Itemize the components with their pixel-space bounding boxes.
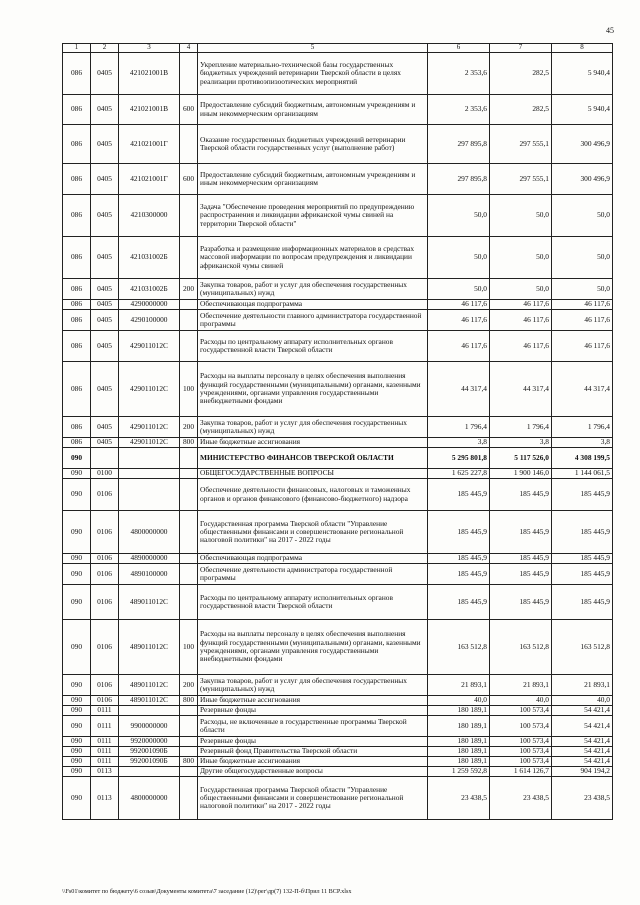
amount-2022-cell: 23 438,5 [552, 777, 613, 820]
description-cell: Резервные фонды [198, 706, 428, 716]
amount-2021-cell: 50,0 [490, 237, 552, 279]
admin-code-cell: 086 [63, 310, 91, 331]
description-cell: Расходы на выплаты персоналу в целях обеспечения выполнения функций государственными (муниципальными) органами, казенными учреждениями, органами управления государственными внебюджетными фондами [198, 362, 428, 417]
section-code-cell: 0111 [91, 747, 119, 757]
section-code-cell: 0405 [91, 331, 119, 362]
admin-code-cell: 090 [63, 511, 91, 554]
amount-2020-cell: 50,0 [428, 237, 490, 279]
description-cell: Расходы по центральному аппарату исполнительных органов государственной власти Тверской области [198, 331, 428, 362]
article-code-cell: 992001090Б [119, 747, 180, 757]
section-code-cell: 0106 [91, 620, 119, 675]
description-cell: Расходы по центральному аппарату исполнительных органов государственной власти Тверской области [198, 585, 428, 620]
table-row [63, 696, 613, 706]
table-row [63, 479, 613, 511]
article-code-cell: 429011012С [119, 331, 180, 362]
admin-code-cell: 086 [63, 125, 91, 164]
amount-2020-cell: 3,8 [428, 438, 490, 448]
admin-code-cell: 090 [63, 564, 91, 585]
section-code-cell: 0405 [91, 362, 119, 417]
section-code-cell [91, 448, 119, 469]
amount-2020-cell: 297 895,8 [428, 164, 490, 195]
section-code-cell: 0405 [91, 310, 119, 331]
table-row [63, 448, 613, 469]
amount-2021-cell: 100 573,4 [490, 716, 552, 737]
article-code-cell [119, 767, 180, 777]
section-code-cell: 0111 [91, 716, 119, 737]
section-code-cell: 0113 [91, 777, 119, 820]
expense-type-cell [180, 747, 198, 757]
table-row [63, 747, 613, 757]
amount-2021-cell: 23 438,5 [490, 777, 552, 820]
admin-code-cell: 090 [63, 675, 91, 696]
section-code-cell: 0106 [91, 554, 119, 564]
section-code-cell: 0106 [91, 564, 119, 585]
expense-type-cell [180, 554, 198, 564]
article-code-cell: 429011012С [119, 438, 180, 448]
admin-code-cell: 090 [63, 469, 91, 479]
amount-2022-cell: 46 117,6 [552, 300, 613, 310]
table-row [63, 767, 613, 777]
article-code-cell: 489011012С [119, 696, 180, 706]
amount-2021-cell: 282,5 [490, 53, 552, 95]
article-code-cell: 4800000000 [119, 511, 180, 554]
page-number: 45 [606, 26, 614, 35]
description-cell: Иные бюджетные ассигнования [198, 696, 428, 706]
expense-type-cell [180, 777, 198, 820]
amount-2020-cell: 1 796,4 [428, 417, 490, 438]
budget-table [62, 43, 613, 820]
amount-2021-cell: 100 573,4 [490, 757, 552, 767]
amount-2022-cell: 54 421,4 [552, 716, 613, 737]
amount-2020-cell: 297 895,8 [428, 125, 490, 164]
amount-2021-cell: 46 117,6 [490, 310, 552, 331]
table-row [63, 737, 613, 747]
amount-2022-cell: 4 308 199,5 [552, 448, 613, 469]
article-code-cell: 421021001Г [119, 125, 180, 164]
amount-2020-cell: 46 117,6 [428, 310, 490, 331]
article-code-cell [119, 479, 180, 511]
section-code-cell: 0405 [91, 164, 119, 195]
expense-type-cell: 800 [180, 757, 198, 767]
table-row [63, 564, 613, 585]
description-cell: Иные бюджетные ассигнования [198, 757, 428, 767]
amount-2022-cell: 46 117,6 [552, 331, 613, 362]
description-cell: Резервные фонды [198, 737, 428, 747]
admin-code-cell: 086 [63, 362, 91, 417]
admin-code-cell: 086 [63, 417, 91, 438]
article-code-cell [119, 448, 180, 469]
admin-code-cell: 090 [63, 706, 91, 716]
article-code-cell: 489011012С [119, 675, 180, 696]
column-number-5: 5 [198, 44, 428, 53]
amount-2021-cell: 163 512,8 [490, 620, 552, 675]
amount-2021-cell: 46 117,6 [490, 331, 552, 362]
amount-2022-cell: 21 893,1 [552, 675, 613, 696]
table-row [63, 716, 613, 737]
article-code-cell: 429011012С [119, 362, 180, 417]
column-number-3: 3 [119, 44, 180, 53]
file-path-footer: \\Fs01\комитет по бюджету\6 созыв\Документы комитета\7 заседание (12)\рег\др(7) 132-П-б\Прил 11 ВСР.xlsx [62, 888, 352, 895]
amount-2020-cell: 163 512,8 [428, 620, 490, 675]
section-code-cell: 0111 [91, 757, 119, 767]
amount-2022-cell: 1 144 061,5 [552, 469, 613, 479]
article-code-cell: 429011012С [119, 417, 180, 438]
article-code-cell [119, 706, 180, 716]
description-cell: Резервный фонд Правительства Тверской области [198, 747, 428, 757]
amount-2022-cell: 185 445,9 [552, 554, 613, 564]
expense-type-cell [180, 310, 198, 331]
section-code-cell: 0405 [91, 125, 119, 164]
admin-code-cell: 090 [63, 777, 91, 820]
amount-2022-cell: 54 421,4 [552, 747, 613, 757]
description-cell: Закупка товаров, работ и услуг для обеспечения государственных (муниципальных) нужд [198, 675, 428, 696]
section-code-cell: 0405 [91, 53, 119, 95]
column-number-1: 1 [63, 44, 91, 53]
amount-2021-cell: 185 445,9 [490, 585, 552, 620]
description-cell: Закупка товаров, работ и услуг для обеспечения государственных (муниципальных) нужд [198, 279, 428, 300]
amount-2020-cell: 1 259 592,8 [428, 767, 490, 777]
column-number-2: 2 [91, 44, 119, 53]
article-code-cell: 9900000000 [119, 716, 180, 737]
table-row [63, 777, 613, 820]
expense-type-cell [180, 716, 198, 737]
amount-2021-cell: 50,0 [490, 195, 552, 237]
section-code-cell: 0405 [91, 279, 119, 300]
expense-type-cell: 100 [180, 362, 198, 417]
section-code-cell: 0106 [91, 479, 119, 511]
amount-2021-cell: 100 573,4 [490, 747, 552, 757]
amount-2020-cell: 185 445,9 [428, 511, 490, 554]
amount-2022-cell: 300 496,9 [552, 164, 613, 195]
description-cell: Государственная программа Тверской области "Управление общественными финансами и совершенствование региональной налоговой политики" на 2017 - 2022 годы [198, 777, 428, 820]
amount-2020-cell: 185 445,9 [428, 554, 490, 564]
description-cell: Задача "Обеспечение проведения мероприятий по предупреждению распространения и ликвидации африканской чумы свиней на территории Тверской области" [198, 195, 428, 237]
admin-code-cell: 090 [63, 767, 91, 777]
amount-2020-cell: 44 317,4 [428, 362, 490, 417]
article-code-cell: 4210300000 [119, 195, 180, 237]
amount-2022-cell: 5 940,4 [552, 95, 613, 125]
column-number-6: 6 [428, 44, 490, 53]
article-code-cell: 4890000000 [119, 554, 180, 564]
expense-type-cell [180, 125, 198, 164]
expense-type-cell: 800 [180, 696, 198, 706]
admin-code-cell: 090 [63, 737, 91, 747]
amount-2021-cell: 297 555,1 [490, 164, 552, 195]
description-cell: ОБЩЕГОСУДАРСТВЕННЫЕ ВОПРОСЫ [198, 469, 428, 479]
amount-2022-cell: 50,0 [552, 195, 613, 237]
amount-2020-cell: 180 189,1 [428, 716, 490, 737]
expense-type-cell [180, 564, 198, 585]
amount-2021-cell: 185 445,9 [490, 479, 552, 511]
amount-2021-cell: 1 796,4 [490, 417, 552, 438]
amount-2021-cell: 5 117 526,0 [490, 448, 552, 469]
description-cell: Оказание государственных бюджетных учреждений ветеринарии Тверской области государственных услуг (выполнение работ) [198, 125, 428, 164]
section-code-cell: 0106 [91, 585, 119, 620]
description-cell: Предоставление субсидий бюджетным, автономным учреждениям и иным некоммерческим организациям [198, 95, 428, 125]
description-cell: Укрепление материально-технической базы государственных бюджетных учреждений ветеринарии Тверской области в целях реализации противоэпизоотических мероприятий [198, 53, 428, 95]
expense-type-cell: 600 [180, 95, 198, 125]
article-code-cell: 4800000000 [119, 777, 180, 820]
amount-2020-cell: 50,0 [428, 279, 490, 300]
article-code-cell [119, 469, 180, 479]
description-cell: Разработка и размещение информационных материалов в средствах массовой информации по вопросам предупреждения и ликвидации африканской чумы свиней [198, 237, 428, 279]
description-cell: Обеспечивающая подпрограмма [198, 300, 428, 310]
description-cell: Другие общегосударственные вопросы [198, 767, 428, 777]
amount-2022-cell: 3,8 [552, 438, 613, 448]
admin-code-cell: 090 [63, 716, 91, 737]
section-code-cell: 0106 [91, 511, 119, 554]
expense-type-cell: 200 [180, 279, 198, 300]
expense-type-cell: 100 [180, 620, 198, 675]
table-row [63, 675, 613, 696]
amount-2020-cell: 21 893,1 [428, 675, 490, 696]
amount-2021-cell: 3,8 [490, 438, 552, 448]
admin-code-cell: 086 [63, 164, 91, 195]
expense-type-cell [180, 448, 198, 469]
section-code-cell: 0106 [91, 675, 119, 696]
amount-2021-cell: 185 445,9 [490, 554, 552, 564]
amount-2022-cell: 5 940,4 [552, 53, 613, 95]
description-cell: Иные бюджетные ассигнования [198, 438, 428, 448]
amount-2020-cell: 180 189,1 [428, 706, 490, 716]
column-number-8: 8 [552, 44, 613, 53]
admin-code-cell: 090 [63, 479, 91, 511]
article-code-cell: 421021001В [119, 53, 180, 95]
amount-2020-cell: 46 117,6 [428, 331, 490, 362]
table-row [63, 417, 613, 438]
expense-type-cell: 600 [180, 164, 198, 195]
section-code-cell: 0113 [91, 767, 119, 777]
article-code-cell: 421021001В [119, 95, 180, 125]
description-cell: Предоставление субсидий бюджетным, автономным учреждениям и иным некоммерческим организациям [198, 164, 428, 195]
amount-2020-cell: 2 353,6 [428, 95, 490, 125]
amount-2021-cell: 40,0 [490, 696, 552, 706]
amount-2020-cell: 23 438,5 [428, 777, 490, 820]
amount-2021-cell: 1 614 126,7 [490, 767, 552, 777]
amount-2022-cell: 54 421,4 [552, 706, 613, 716]
column-number-row [63, 44, 613, 53]
amount-2021-cell: 185 445,9 [490, 511, 552, 554]
amount-2022-cell: 40,0 [552, 696, 613, 706]
amount-2021-cell: 282,5 [490, 95, 552, 125]
amount-2021-cell: 46 117,6 [490, 300, 552, 310]
section-code-cell: 0405 [91, 300, 119, 310]
admin-code-cell: 090 [63, 554, 91, 564]
amount-2022-cell: 185 445,9 [552, 511, 613, 554]
amount-2021-cell: 185 445,9 [490, 564, 552, 585]
expense-type-cell [180, 469, 198, 479]
description-cell: Обеспечение деятельности администратора государственной программы [198, 564, 428, 585]
amount-2021-cell: 21 893,1 [490, 675, 552, 696]
admin-code-cell: 086 [63, 53, 91, 95]
expense-type-cell [180, 237, 198, 279]
admin-code-cell: 086 [63, 279, 91, 300]
amount-2020-cell: 5 295 801,8 [428, 448, 490, 469]
expense-type-cell [180, 585, 198, 620]
table-row [63, 362, 613, 417]
column-number-4: 4 [180, 44, 198, 53]
amount-2020-cell: 40,0 [428, 696, 490, 706]
expense-type-cell [180, 300, 198, 310]
admin-code-cell: 090 [63, 696, 91, 706]
amount-2022-cell: 54 421,4 [552, 737, 613, 747]
amount-2022-cell: 185 445,9 [552, 585, 613, 620]
table-row [63, 469, 613, 479]
admin-code-cell: 086 [63, 195, 91, 237]
table-row [63, 300, 613, 310]
amount-2020-cell: 185 445,9 [428, 564, 490, 585]
description-cell: Обеспечение деятельности главного администратора государственной программы [198, 310, 428, 331]
expense-type-cell [180, 511, 198, 554]
article-code-cell: 421021001Г [119, 164, 180, 195]
section-code-cell: 0405 [91, 95, 119, 125]
section-code-cell: 0405 [91, 237, 119, 279]
expense-type-cell [180, 706, 198, 716]
description-cell: МИНИСТЕРСТВО ФИНАНСОВ ТВЕРСКОЙ ОБЛАСТИ [198, 448, 428, 469]
table-row [63, 554, 613, 564]
article-code-cell: 421031002Б [119, 279, 180, 300]
expense-type-cell: 800 [180, 438, 198, 448]
table-row [63, 237, 613, 279]
amount-2021-cell: 50,0 [490, 279, 552, 300]
article-code-cell: 489011012С [119, 620, 180, 675]
table-row [63, 125, 613, 164]
expense-type-cell: 200 [180, 675, 198, 696]
article-code-cell: 4890100000 [119, 564, 180, 585]
expense-type-cell: 200 [180, 417, 198, 438]
admin-code-cell: 086 [63, 438, 91, 448]
amount-2022-cell: 300 496,9 [552, 125, 613, 164]
table-row [63, 620, 613, 675]
amount-2021-cell: 100 573,4 [490, 706, 552, 716]
article-code-cell: 9920000000 [119, 737, 180, 747]
expense-type-cell [180, 737, 198, 747]
admin-code-cell: 090 [63, 757, 91, 767]
section-code-cell: 0111 [91, 706, 119, 716]
amount-2021-cell: 100 573,4 [490, 737, 552, 747]
amount-2020-cell: 2 353,6 [428, 53, 490, 95]
admin-code-cell: 090 [63, 747, 91, 757]
description-cell: Закупка товаров, работ и услуг для обеспечения государственных (муниципальных) нужд [198, 417, 428, 438]
amount-2020-cell: 1 625 227,8 [428, 469, 490, 479]
amount-2022-cell: 1 796,4 [552, 417, 613, 438]
expense-type-cell [180, 767, 198, 777]
description-cell: Обеспечение деятельности финансовых, налоговых и таможенных органов и органов финансового (финансово-бюджетного) надзора [198, 479, 428, 511]
table-row [63, 585, 613, 620]
description-cell: Государственная программа Тверской области "Управление общественными финансами и совершенствование региональной налоговой политики" на 2017 - 2022 годы [198, 511, 428, 554]
amount-2020-cell: 180 189,1 [428, 757, 490, 767]
article-code-cell: 4290100000 [119, 310, 180, 331]
amount-2022-cell: 904 194,2 [552, 767, 613, 777]
table-row [63, 706, 613, 716]
amount-2022-cell: 163 512,8 [552, 620, 613, 675]
table-row [63, 310, 613, 331]
amount-2020-cell: 46 117,6 [428, 300, 490, 310]
amount-2020-cell: 180 189,1 [428, 737, 490, 747]
expense-type-cell [180, 331, 198, 362]
table-row [63, 195, 613, 237]
expense-type-cell [180, 479, 198, 511]
column-number-7: 7 [490, 44, 552, 53]
table-row [63, 53, 613, 95]
amount-2022-cell: 46 117,6 [552, 310, 613, 331]
table-body [63, 53, 613, 820]
amount-2020-cell: 180 189,1 [428, 747, 490, 757]
description-cell: Расходы, не включенные в государственные программы Тверской области [198, 716, 428, 737]
description-cell: Обеспечивающая подпрограмма [198, 554, 428, 564]
amount-2022-cell: 54 421,4 [552, 757, 613, 767]
amount-2022-cell: 185 445,9 [552, 479, 613, 511]
table-row [63, 279, 613, 300]
table-row [63, 331, 613, 362]
section-code-cell: 0405 [91, 438, 119, 448]
article-code-cell: 489011012С [119, 585, 180, 620]
table-row [63, 164, 613, 195]
article-code-cell: 421031002Б [119, 237, 180, 279]
admin-code-cell: 090 [63, 620, 91, 675]
description-cell: Расходы на выплаты персоналу в целях обеспечения выполнения функций государственными (муниципальными) органами, казенными учреждениями, органами управления государственными внебюджетными фондами [198, 620, 428, 675]
article-code-cell: 4290000000 [119, 300, 180, 310]
amount-2022-cell: 185 445,9 [552, 564, 613, 585]
admin-code-cell: 086 [63, 300, 91, 310]
admin-code-cell: 090 [63, 448, 91, 469]
table-row [63, 438, 613, 448]
admin-code-cell: 086 [63, 331, 91, 362]
section-code-cell: 0405 [91, 195, 119, 237]
table-row [63, 757, 613, 767]
amount-2021-cell: 44 317,4 [490, 362, 552, 417]
article-code-cell: 992001090Б [119, 757, 180, 767]
amount-2022-cell: 44 317,4 [552, 362, 613, 417]
section-code-cell: 0111 [91, 737, 119, 747]
table-row [63, 511, 613, 554]
admin-code-cell: 086 [63, 237, 91, 279]
expense-type-cell [180, 53, 198, 95]
admin-code-cell: 086 [63, 95, 91, 125]
table-row [63, 95, 613, 125]
admin-code-cell: 090 [63, 585, 91, 620]
amount-2020-cell: 185 445,9 [428, 585, 490, 620]
amount-2021-cell: 297 555,1 [490, 125, 552, 164]
amount-2020-cell: 50,0 [428, 195, 490, 237]
amount-2022-cell: 50,0 [552, 237, 613, 279]
amount-2022-cell: 50,0 [552, 279, 613, 300]
section-code-cell: 0106 [91, 696, 119, 706]
section-code-cell: 0100 [91, 469, 119, 479]
expense-type-cell [180, 195, 198, 237]
section-code-cell: 0405 [91, 417, 119, 438]
amount-2020-cell: 185 445,9 [428, 479, 490, 511]
amount-2021-cell: 1 900 146,0 [490, 469, 552, 479]
